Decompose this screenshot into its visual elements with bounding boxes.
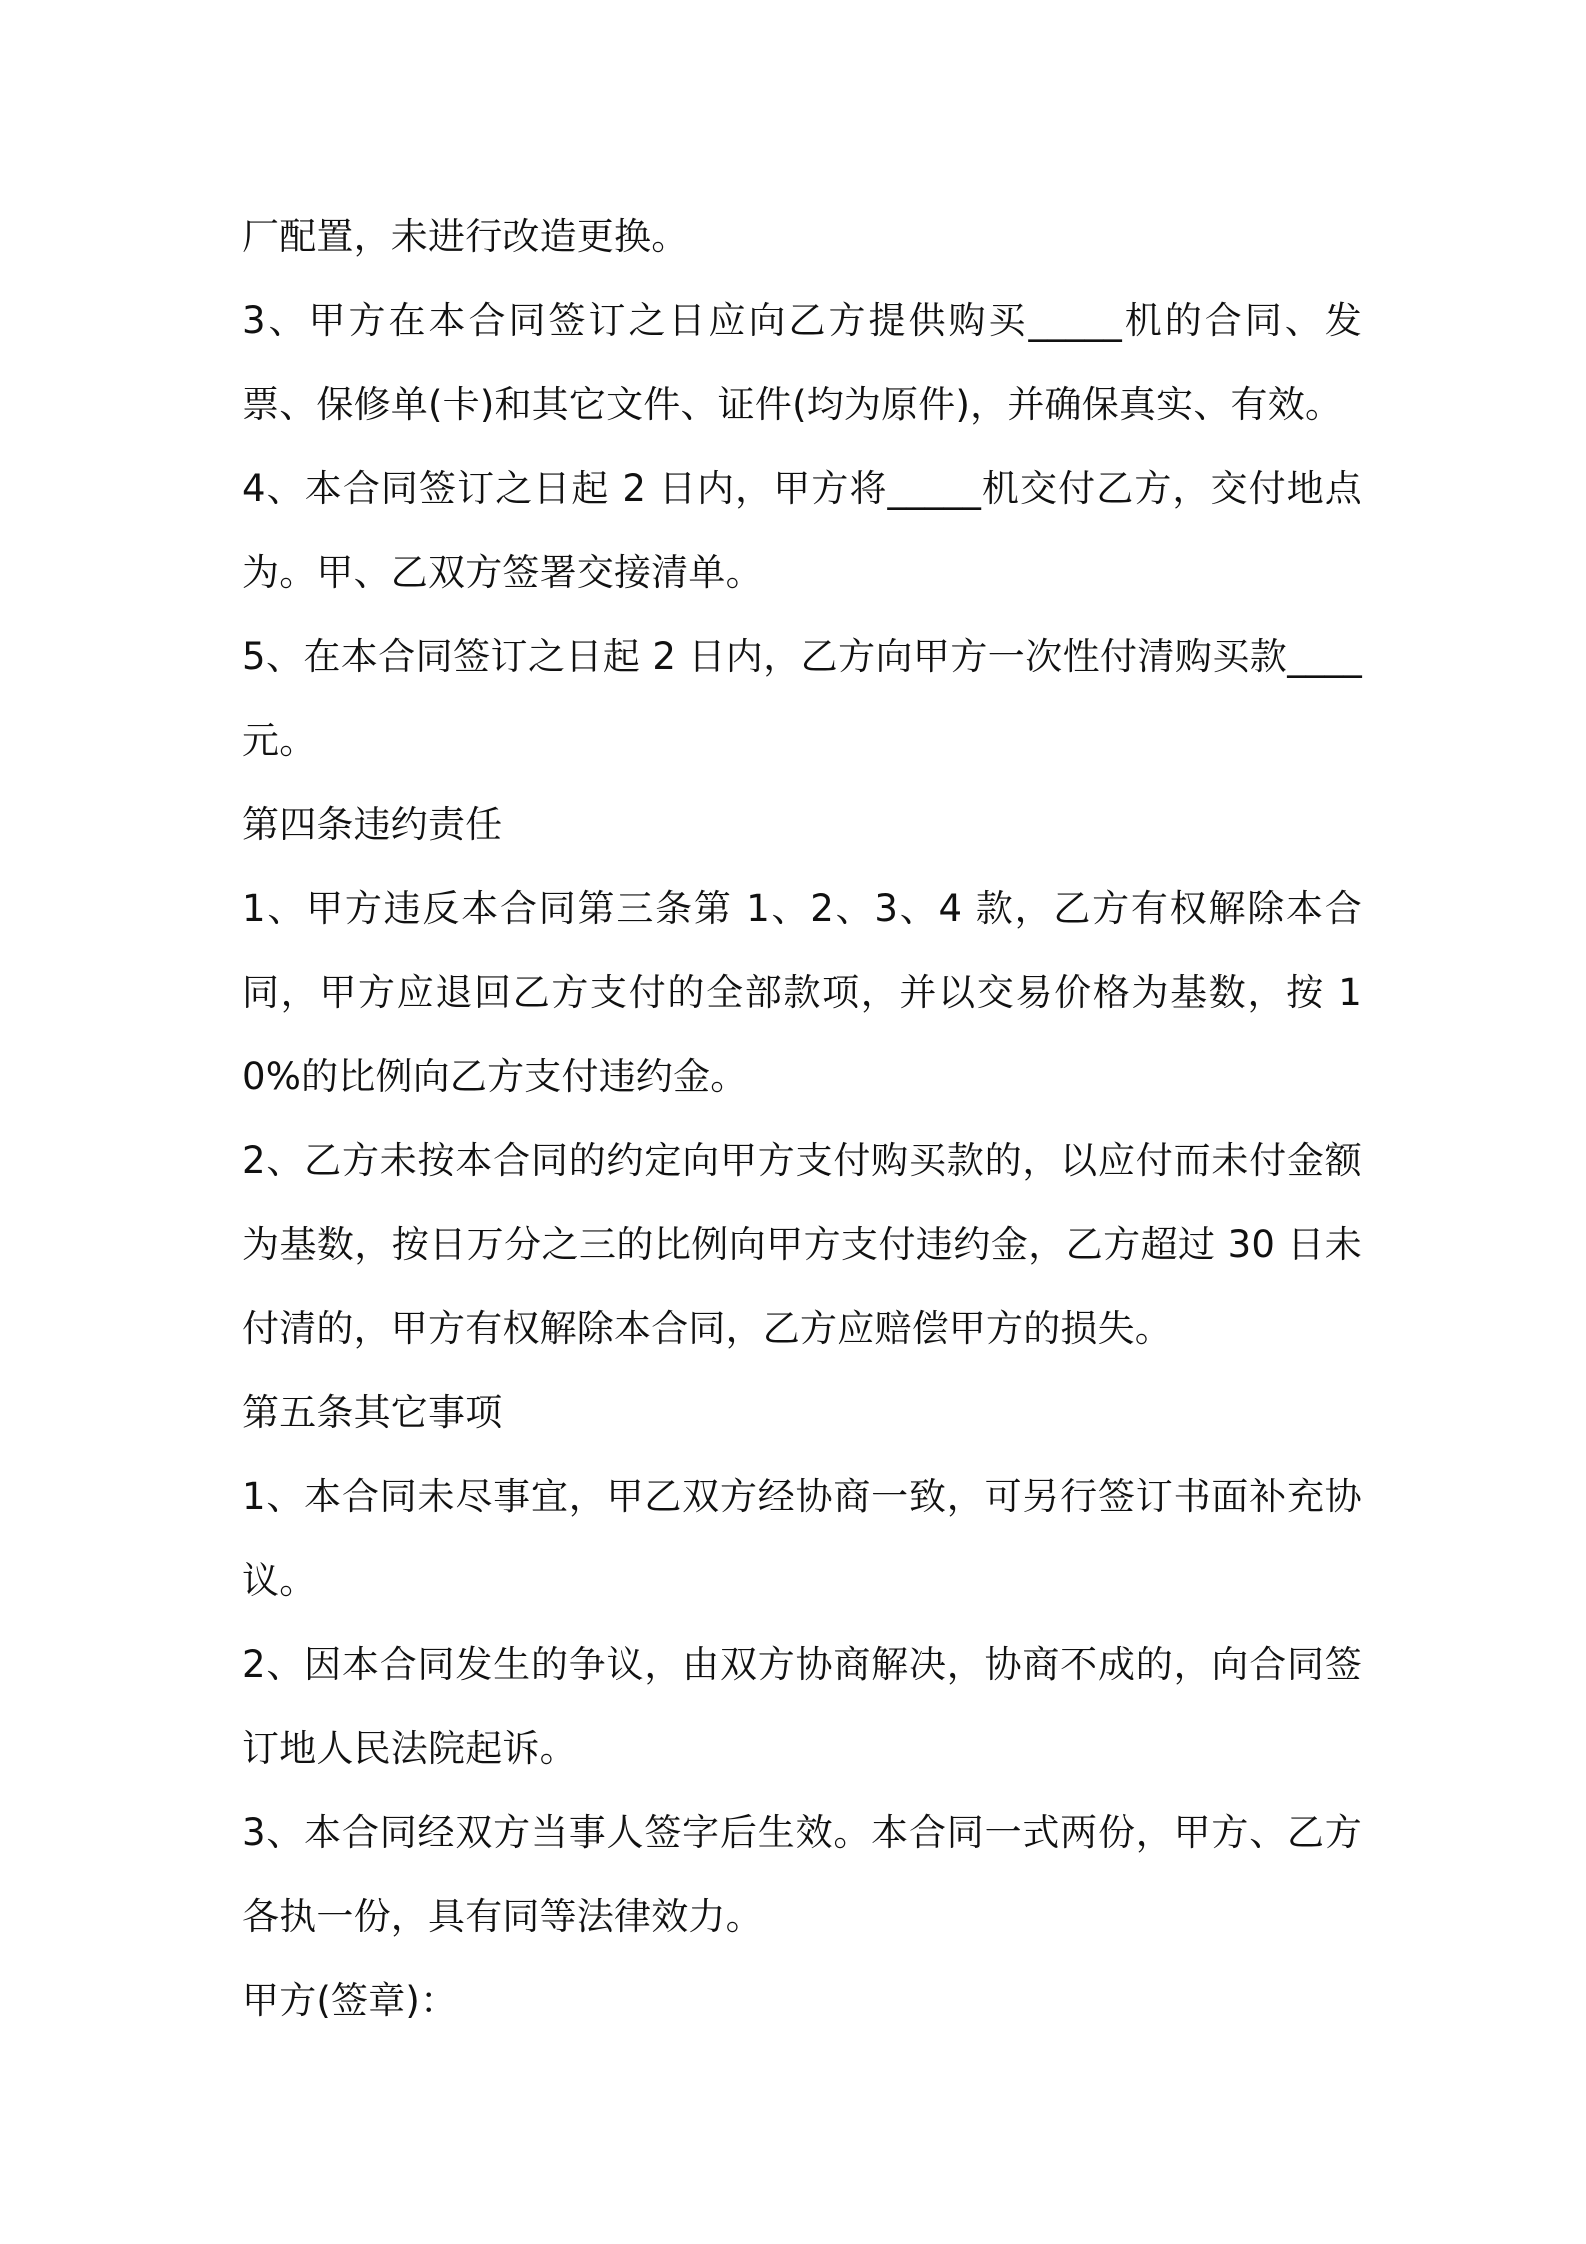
- clause-3-3: 3、甲方在本合同签订之日应向乙方提供购买_____机的合同、发票、保修单(卡)和其它文件、证件(均为原件)，并确保真实、有效。: [242, 299, 1362, 426]
- section-heading-article-5: 第五条其它事项: [242, 1391, 503, 1434]
- clause-4-1: 1、甲方违反本合同第三条第 1、2、3、4 款，乙方有权解除本合同，甲方应退回乙方支付的全部款项，并以交易价格为基数，按 10%的比例向乙方支付违约金。: [242, 887, 1362, 1098]
- clause-3-4: 4、本合同签订之日起 2 日内，甲方将_____机交付乙方，交付地点为。甲、乙双方签署交接清单。: [242, 467, 1362, 594]
- clause-5-2: 2、因本合同发生的争议，由双方协商解决，协商不成的，向合同签订地人民法院起诉。: [242, 1643, 1362, 1770]
- clause-5-1: 1、本合同未尽事宜，甲乙双方经协商一致，可另行签订书面补充协议。: [242, 1475, 1362, 1602]
- signature-line-party-a: 甲方(签章)：: [242, 1979, 458, 2022]
- clause-3-5: 5、在本合同签订之日起 2 日内，乙方向甲方一次性付清购买款____元。: [242, 635, 1362, 762]
- paragraph-continuation: 厂配置，未进行改造更换。: [242, 215, 689, 258]
- document-body: [242, 195, 1362, 2043]
- clause-5-3: 3、本合同经双方当事人签字后生效。本合同一式两份，甲方、乙方各执一份，具有同等法律效力。: [242, 1811, 1362, 1938]
- clause-4-2: 2、乙方未按本合同的约定向甲方支付购买款的，以应付而未付金额为基数，按日万分之三的比例向甲方支付违约金，乙方超过 30 日未付清的，甲方有权解除本合同，乙方应赔偿甲方的损失。: [242, 1139, 1362, 1350]
- section-heading-article-4: 第四条违约责任: [242, 803, 503, 846]
